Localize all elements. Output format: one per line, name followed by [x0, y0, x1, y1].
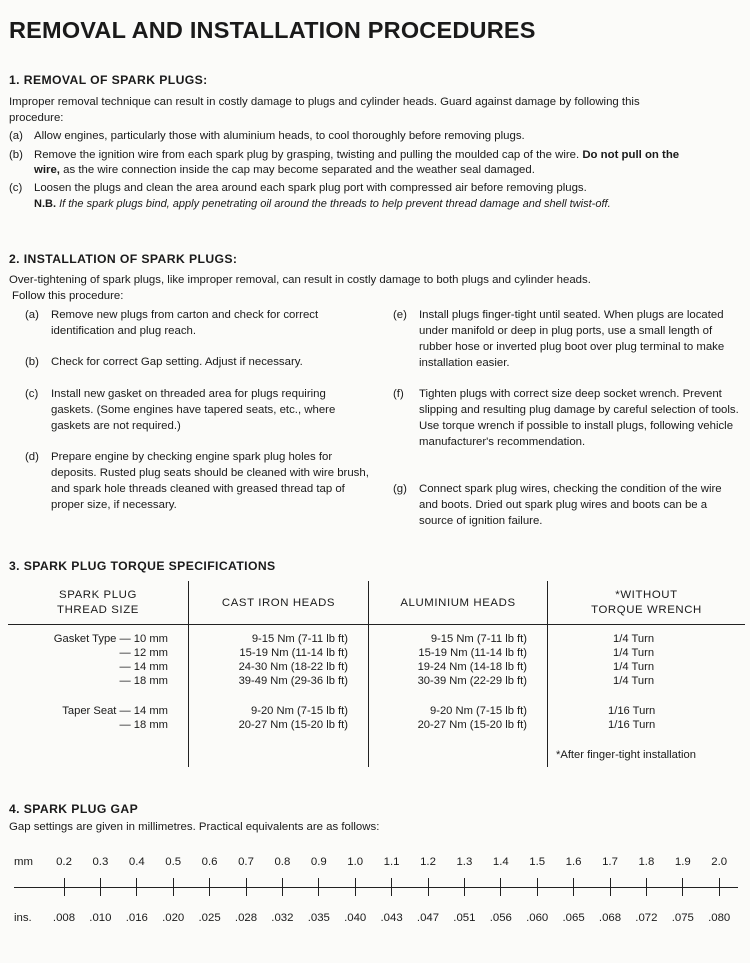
gap-in-value: .060: [526, 912, 549, 924]
col-header-cast-iron: CAST IRON HEADS: [221, 597, 336, 609]
s2-item-a-text: Remove new plugs from carton and check for correct identification and plug reach.: [51, 309, 319, 337]
gap-in-value: .065: [562, 912, 585, 924]
s1-intro-line2: procedure:: [9, 112, 64, 124]
gap-mm-value: 1.2: [420, 856, 436, 868]
s1-item-b-line2: [34, 162, 535, 179]
gap-in-value: .008: [52, 912, 76, 924]
gap-scale-tick: [136, 878, 137, 896]
gap-in-value: .080: [708, 912, 731, 924]
table-cell-alu: 19-24 Nm (14-18 lb ft): [417, 661, 527, 673]
gap-scale-tick: [100, 878, 101, 896]
s2-item-c-text: Install new gasket on threaded area for plugs requiring gaskets. (Some engines have tapered seats, etc., where gaskets are not required.): [51, 388, 336, 432]
gap-mm-value: 0.8: [274, 856, 291, 868]
gap-in-value: .047: [416, 912, 440, 924]
gap-mm-value: 2.0: [711, 856, 728, 868]
s1-nb-label: N.B.: [34, 198, 56, 210]
gap-in-value: .028: [234, 912, 258, 924]
table-cell-without: 1/4 Turn: [613, 647, 655, 659]
s2-item-c-label: (c): [25, 388, 39, 400]
gap-mm-value: 1.5: [529, 856, 546, 868]
gap-in-value: .072: [635, 912, 658, 924]
table-header-rule: [8, 624, 745, 625]
gap-mm-value: 1.0: [347, 856, 364, 868]
gap-in-value: .010: [89, 912, 112, 924]
gap-in-value: .068: [598, 912, 622, 924]
table-cell-without: 1/4 Turn: [613, 633, 655, 645]
gap-scale-line: [14, 887, 738, 888]
gap-scale-tick: [646, 878, 647, 896]
s1-item-b-label: (b): [9, 149, 23, 161]
gap-mm-value: 1.4: [492, 856, 509, 868]
gap-in-value: .032: [271, 912, 294, 924]
gap-scale-tick: [173, 878, 174, 896]
table-cell-cast: 24-30 Nm (18-22 lb ft): [238, 661, 348, 673]
table-cell-without: 1/4 Turn: [613, 661, 655, 673]
s1-nb-text: If the spark plugs bind, apply penetrating oil around the threads to help prevent thread damage and shell twist-off.: [59, 198, 611, 210]
gap-in-value: .056: [489, 912, 512, 924]
gap-mm-value: 1.7: [602, 856, 618, 868]
s2-intro-line1: Over-tightening of spark plugs, like improper removal, can result in costly damage to both plugs and cylinder heads.: [9, 274, 591, 286]
gap-scale-tick: [246, 878, 247, 896]
s2-item-d-text: Prepare engine by checking engine spark plug holes for deposits. Rusted plug seats should be cleaned with wire brush, and spark hole threads cleaned with greased thread tap of proper size, if necessary.: [51, 451, 369, 511]
s2-item-b-label: (b): [25, 356, 39, 368]
gap-in-value: .040: [344, 912, 367, 924]
gap-in-value: .035: [307, 912, 330, 924]
table-cell-cast: 15-19 Nm (11-14 lb ft): [239, 647, 348, 659]
page-title: REMOVAL AND INSTALLATION PROCEDURES: [9, 17, 536, 43]
table-cell-thread: Gasket Type — 10 mm: [53, 633, 168, 645]
gap-mm-value: 1.8: [638, 856, 655, 868]
mm-unit-label: mm: [14, 856, 33, 868]
s1-nb: [34, 196, 611, 213]
gap-scale-tick: [610, 878, 611, 896]
s2-item-a-label: (a): [25, 309, 39, 321]
table-cell-thread: Taper Seat — 14 mm: [62, 705, 168, 717]
gap-mm-value: 0.4: [128, 856, 145, 868]
s2-item-b-text: Check for correct Gap setting. Adjust if necessary.: [51, 356, 303, 368]
s1-item-a-label: (a): [9, 130, 23, 142]
gap-scale-tick: [282, 878, 283, 896]
s1-b-bold1: Do not pull on the: [582, 149, 680, 161]
s2-item-g-text: Connect spark plug wires, checking the condition of the wire and boots. Dried out spark plug wires and boots can be a source of ignition failure.: [419, 483, 722, 527]
table-cell-alu: 30-39 Nm (22-29 lb ft): [417, 675, 527, 687]
s2-item-f-label: (f): [393, 388, 404, 400]
table-cell-cast: 39-49 Nm (29-36 lb ft): [238, 675, 348, 687]
gap-scale-tick: [64, 878, 65, 896]
s4-intro: Gap settings are given in millimetres. Practical equivalents are as follows:: [9, 821, 380, 833]
gap-mm-value: 1.6: [565, 856, 582, 868]
s2-item-d-label: (d): [25, 451, 39, 463]
gap-scale-tick: [428, 878, 429, 896]
gap-scale-tick: [573, 878, 574, 896]
gap-mm-value: 0.6: [201, 856, 218, 868]
gap-mm-value: 0.7: [238, 856, 254, 868]
in-unit-label: ins.: [14, 912, 32, 924]
s2-item-g-label: (g): [393, 483, 407, 495]
table-cell-alu: 15-19 Nm (11-14 lb ft): [418, 647, 527, 659]
col-header-aluminium: ALUMINIUM HEADS: [400, 597, 516, 609]
gap-mm-value: 0.9: [310, 856, 327, 868]
gap-scale-tick: [500, 878, 501, 896]
s1-item-c-text: Loosen the plugs and clean the area around each spark plug port with compressed air before removing plugs.: [34, 182, 587, 194]
gap-scale-tick: [209, 878, 210, 896]
gap-mm-value: 0.5: [165, 856, 182, 868]
table-cell-without: 1/16 Turn: [608, 705, 656, 717]
gap-scale-tick: [719, 878, 720, 896]
table-cell-thread: — 18 mm: [119, 675, 168, 687]
gap-in-value: .043: [380, 912, 403, 924]
torque-table: [8, 581, 745, 767]
gap-in-value: .051: [453, 912, 476, 924]
gap-in-value: .025: [198, 912, 221, 924]
col-header-without-wrench: *WITHOUT TORQUE WRENCH: [591, 589, 702, 616]
table-cell-without: 1/16 Turn: [608, 719, 656, 731]
section-2-heading: 2. INSTALLATION OF SPARK PLUGS:: [9, 252, 238, 266]
table-cell-alu: 9-15 Nm (7-11 lb ft): [430, 633, 527, 645]
gap-scale-tick: [682, 878, 683, 896]
s1-b-text2: as the wire connection inside the cap may become separated and the weather seal damaged.: [63, 164, 535, 176]
table-cell-thread: — 14 mm: [119, 661, 168, 673]
s1-intro-line1: Improper removal technique can result in costly damage to plugs and cylinder heads. Guard against damage by following this: [9, 96, 640, 108]
s2-item-e-label: (e): [393, 309, 407, 321]
s1-item-c-label: (c): [9, 182, 23, 194]
gap-mm-value: 1.9: [674, 856, 691, 868]
table-cell-cast: 9-20 Nm (7-15 lb ft): [251, 705, 348, 717]
table-cell-cast: 9-15 Nm (7-11 lb ft): [251, 633, 348, 645]
s2-item-e-text: Install plugs finger-tight until seated. When plugs are located under manifold or deep in plug ports, use a small length of rubber hose or inverted plug boot over plug terminal to make installation easier.: [419, 309, 725, 369]
gap-in-value: .075: [671, 912, 694, 924]
s1-b-text1: Remove the ignition wire from each spark plug by grasping, twisting and pulling the moulded cap of the wire.: [34, 149, 580, 161]
gap-mm-value: 0.3: [92, 856, 109, 868]
table-cell-cast: 20-27 Nm (15-20 lb ft): [238, 719, 348, 731]
table-cell-thread: — 12 mm: [119, 647, 168, 659]
s2-item-f-text: Tighten plugs with correct size deep socket wrench. Prevent slipping and resulting plug damage by careful selection of tools. Use torque wrench if possible to install plugs, following vehicle manufacturer's recommendation.: [419, 388, 739, 448]
table-cell-without: 1/4 Turn: [613, 675, 655, 687]
col-header-thread-size: SPARK PLUG THREAD SIZE: [57, 589, 139, 616]
gap-mm-value: 0.2: [56, 856, 72, 868]
table-cell-thread: — 18 mm: [119, 719, 168, 731]
table-cell-alu: 9-20 Nm (7-15 lb ft): [430, 705, 527, 717]
gap-scale-tick: [355, 878, 356, 896]
section-1-heading: 1. REMOVAL OF SPARK PLUGS:: [9, 73, 208, 87]
s1-item-a-text: Allow engines, particularly those with aluminium heads, to cool thoroughly before removing plugs.: [34, 130, 525, 142]
gap-in-value: .016: [125, 912, 148, 924]
s1-b-bold2: wire,: [34, 164, 60, 176]
gap-scale-tick: [537, 878, 538, 896]
gap-in-value: .020: [162, 912, 185, 924]
gap-scale-tick: [464, 878, 465, 896]
table-cell-alu: 20-27 Nm (15-20 lb ft): [417, 719, 527, 731]
gap-mm-value: 1.3: [456, 856, 473, 868]
section-4-heading: 4. SPARK PLUG GAP: [9, 802, 139, 816]
table-footnote: *After finger-tight installation: [556, 749, 696, 761]
gap-scale-tick: [391, 878, 392, 896]
s2-intro-line2: Follow this procedure:: [12, 290, 124, 302]
gap-mm-value: 1.1: [383, 856, 400, 868]
section-3-heading: 3. SPARK PLUG TORQUE SPECIFICATIONS: [9, 559, 276, 573]
gap-scale-tick: [318, 878, 319, 896]
